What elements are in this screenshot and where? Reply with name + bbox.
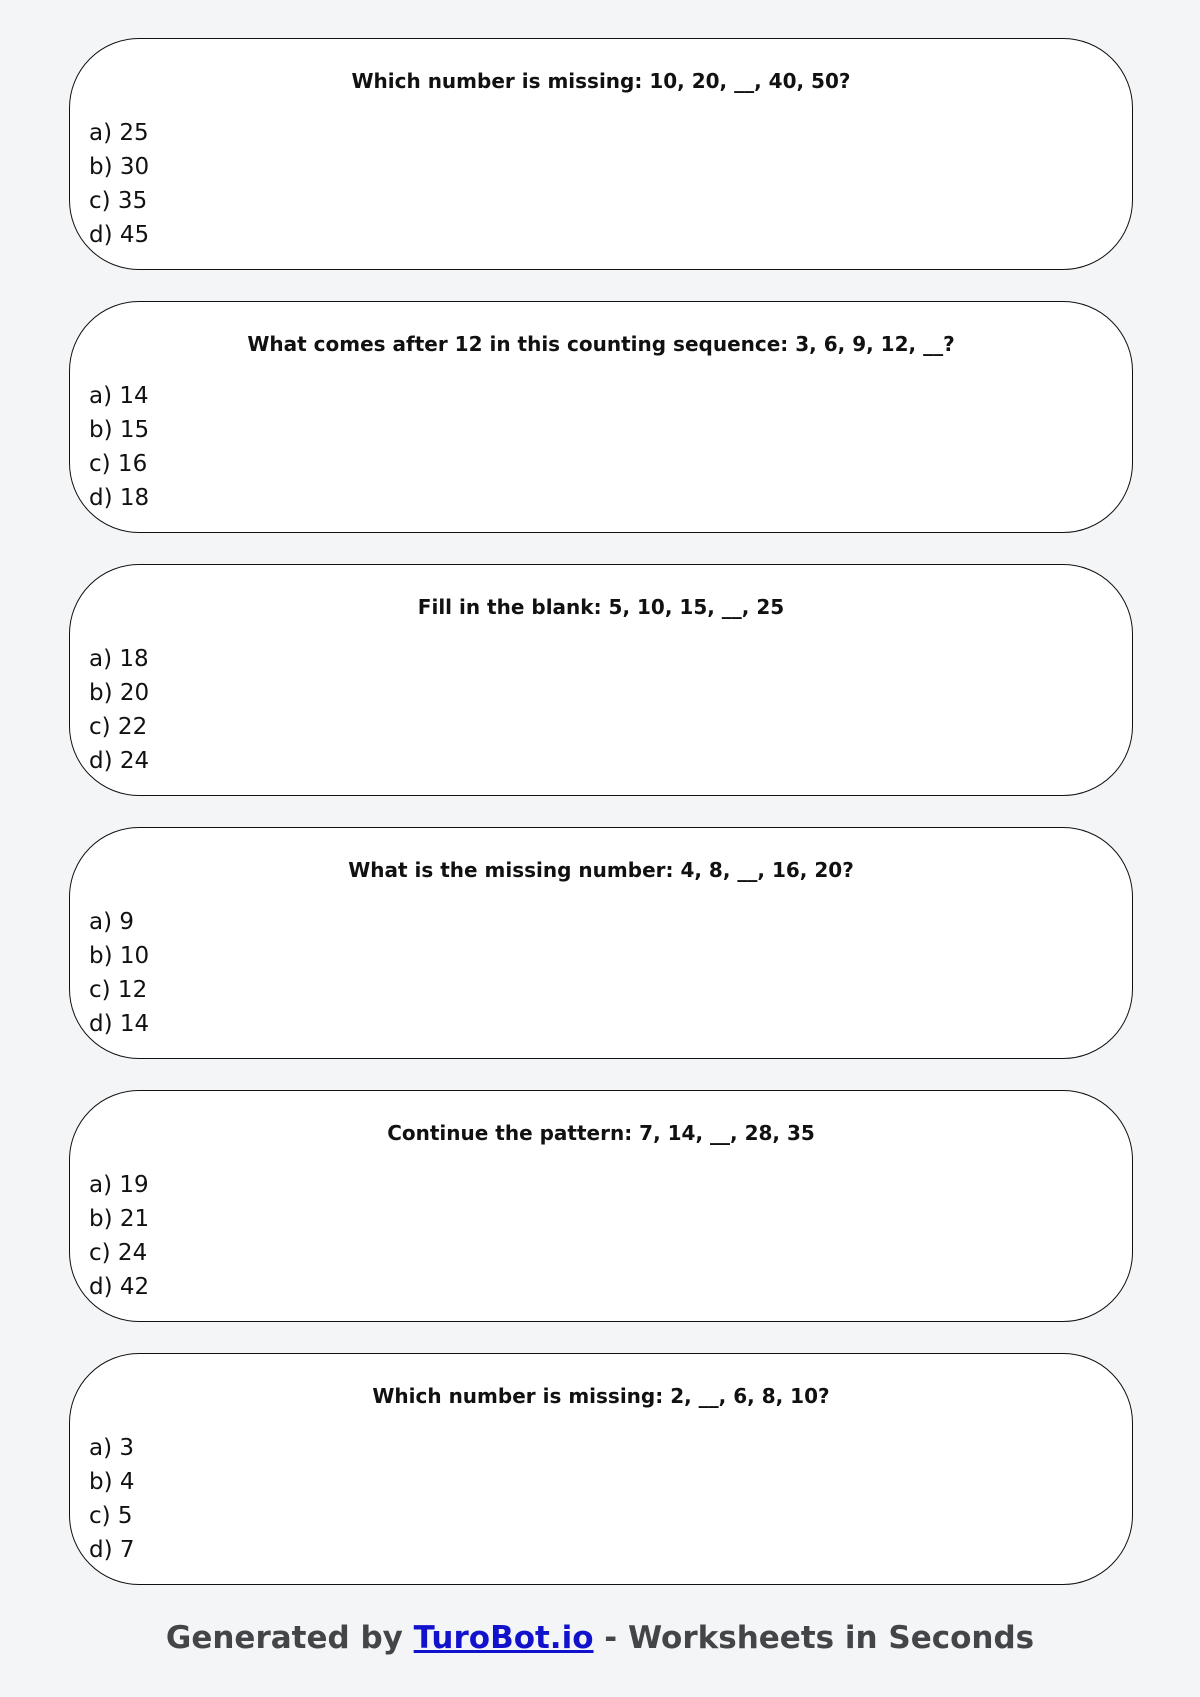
answer-options: [89, 642, 149, 778]
answer-options: [89, 1168, 149, 1304]
answer-option: b) 20: [89, 680, 150, 706]
answer-option: a) 9: [89, 909, 135, 935]
answer-option: d) 45: [89, 222, 150, 248]
answer-option: a) 19: [89, 1172, 149, 1198]
answer-options: [89, 116, 149, 252]
answer-option: d) 18: [89, 485, 150, 511]
answer-option: d) 42: [89, 1274, 150, 1300]
answer-option: c) 16: [89, 451, 148, 477]
answer-option: a) 25: [89, 120, 149, 146]
answer-option: d) 7: [89, 1537, 135, 1563]
question-card: [69, 564, 1133, 796]
answer-option: c) 35: [89, 188, 148, 214]
answer-option: d) 14: [89, 1011, 150, 1037]
answer-option: b) 15: [89, 417, 150, 443]
question-card: [69, 38, 1133, 270]
answer-option: b) 10: [89, 943, 150, 969]
question-card: [69, 301, 1133, 533]
answer-options: [89, 905, 149, 1041]
question-card: [69, 1090, 1133, 1322]
question-text: Which number is missing: 2, __, 6, 8, 10?: [372, 1384, 830, 1408]
answer-option: a) 3: [89, 1435, 135, 1461]
question-text: What comes after 12 in this counting sequence: 3, 6, 9, 12, __?: [247, 332, 955, 356]
question-text: Continue the pattern: 7, 14, __, 28, 35: [387, 1121, 815, 1145]
question-text: What is the missing number: 4, 8, __, 16, 20?: [348, 858, 854, 882]
answer-option: a) 14: [89, 383, 149, 409]
answer-options: [89, 1431, 135, 1567]
answer-option: a) 18: [89, 646, 149, 672]
answer-options: [89, 379, 149, 515]
answer-option: b) 21: [89, 1206, 150, 1232]
question-list: [69, 38, 1133, 1616]
question-card: [69, 827, 1133, 1059]
turobot-link[interactable]: TuroBot.io: [413, 1620, 594, 1656]
answer-option: d) 24: [89, 748, 150, 774]
answer-option: b) 4: [89, 1469, 135, 1495]
question-text: Fill in the blank: 5, 10, 15, __, 25: [417, 595, 785, 619]
footer-suffix: - Worksheets in Seconds: [593, 1620, 1035, 1656]
answer-option: c) 22: [89, 714, 148, 740]
answer-option: b) 30: [89, 154, 150, 180]
footer-prefix: Generated by: [165, 1620, 414, 1656]
footer-credit: [0, 1620, 1200, 1656]
answer-option: c) 5: [89, 1503, 133, 1529]
question-text: Which number is missing: 10, 20, __, 40, 50?: [351, 69, 851, 93]
answer-option: c) 12: [89, 977, 148, 1003]
answer-option: c) 24: [89, 1240, 148, 1266]
question-card: [69, 1353, 1133, 1585]
